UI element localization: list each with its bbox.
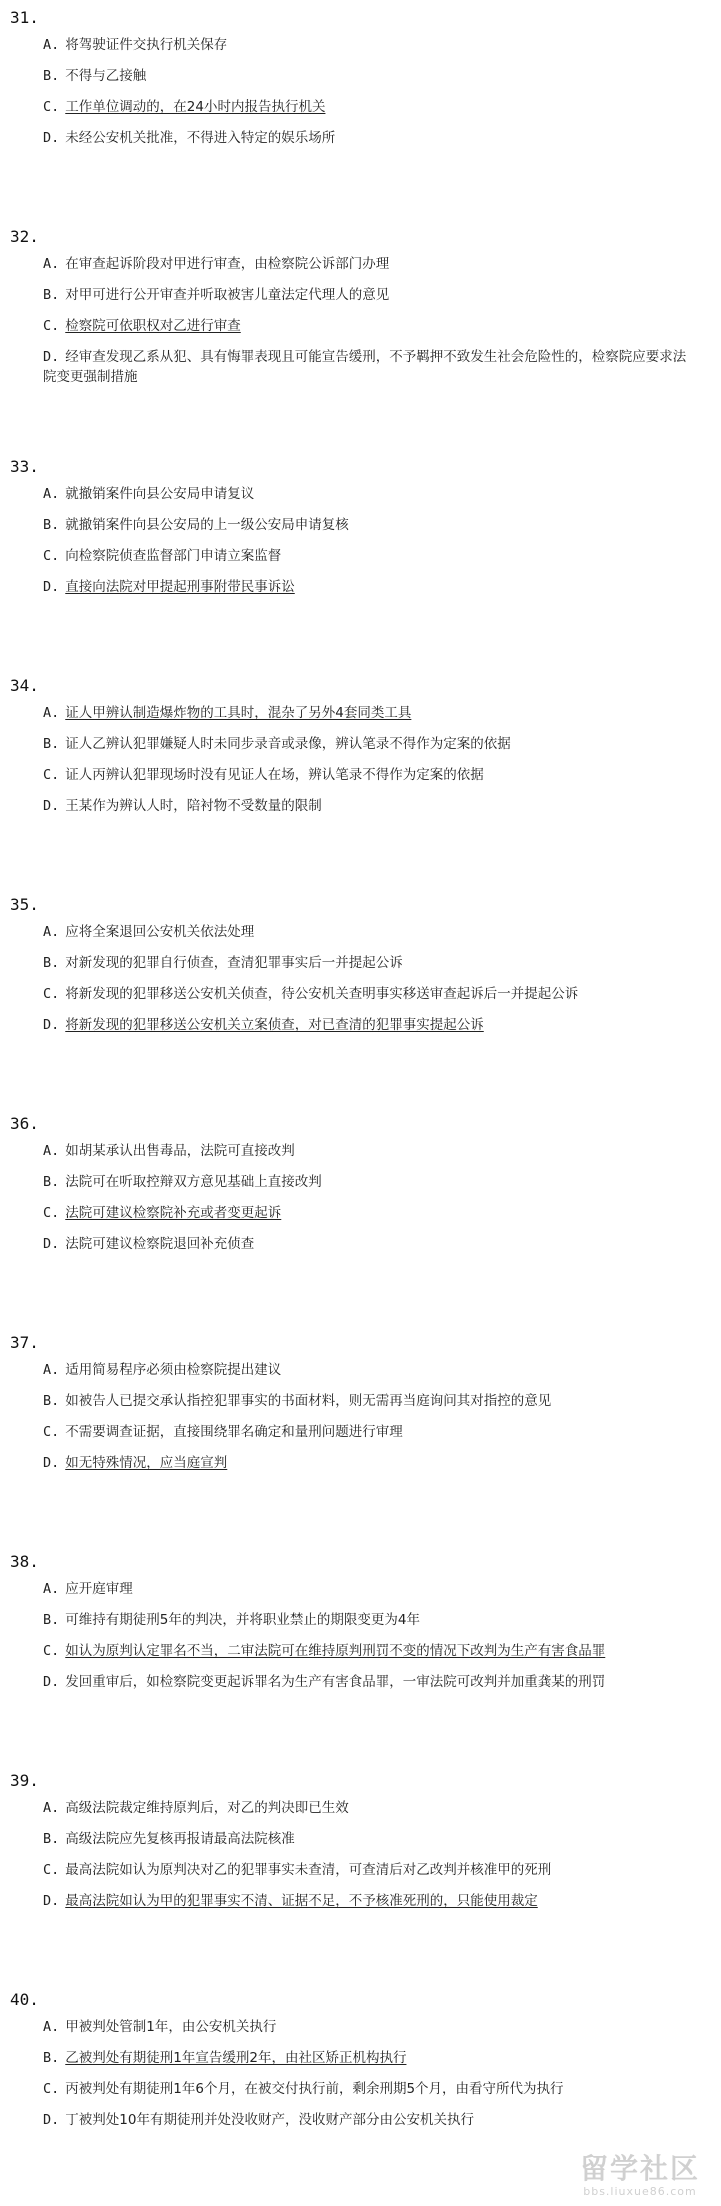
- option-letter: C.: [43, 1205, 60, 1221]
- option-text: 对甲可进行公开审查并听取被害儿童法定代理人的意见: [65, 287, 390, 303]
- option-letter: D.: [43, 2112, 60, 2128]
- option-text: 在审查起诉阶段对甲进行审查，由检察院公诉部门办理: [65, 256, 390, 272]
- question-number: 36.: [10, 1114, 39, 1133]
- option-text: 证人丙辨认犯罪现场时没有见证人在场，辨认笔录不得作为定案的依据: [65, 767, 484, 783]
- option-1: [43, 1798, 693, 1818]
- option-letter: D.: [43, 1236, 60, 1252]
- option-3-correct: [43, 316, 693, 336]
- option-text: 法院可建议检察院退回补充侦查: [65, 1236, 255, 1252]
- option-letter: A.: [43, 1800, 60, 1816]
- option-text: 如认为原判认定罪名不当，二审法院可在维持原判刑罚不变的情况下改判为生产有害食品罪: [65, 1643, 606, 1659]
- option-text: 工作单位调动的，在24小时内报告执行机关: [65, 99, 326, 115]
- question-number: 38.: [10, 1552, 39, 1571]
- option-letter: D.: [43, 349, 60, 365]
- option-letter: C.: [43, 548, 60, 564]
- option-text: 就撤销案件向县公安局申请复议: [65, 486, 255, 502]
- option-text: 未经公安机关批准，不得进入特定的娱乐场所: [65, 130, 336, 146]
- option-letter: B.: [43, 1612, 60, 1628]
- option-letter: B.: [43, 287, 60, 303]
- question-number: 34.: [10, 676, 39, 695]
- option-text: 就撤销案件向县公安局的上一级公安局申请复核: [65, 517, 349, 533]
- option-4: [43, 1672, 693, 1692]
- option-text: 不得与乙接触: [65, 68, 147, 84]
- watermark-url: bbs.liuxue86.com: [583, 2185, 697, 2198]
- option-3-correct: [43, 97, 693, 117]
- option-1-correct: [43, 703, 693, 723]
- option-2: [43, 1829, 693, 1849]
- option-text: 法院可建议检察院补充或者变更起诉: [65, 1205, 282, 1221]
- option-3: [43, 1422, 693, 1442]
- option-letter: A.: [43, 256, 60, 272]
- option-letter: B.: [43, 736, 60, 752]
- option-4-correct: [43, 1015, 693, 1035]
- question-number: 35.: [10, 895, 39, 914]
- option-text: 王某作为辨认人时，陪衬物不受数量的限制: [65, 798, 322, 814]
- option-text: 适用简易程序必须由检察院提出建议: [65, 1362, 282, 1378]
- option-letter: B.: [43, 2050, 60, 2066]
- option-text: 将新发现的犯罪移送公安机关侦查，待公安机关查明事实移送审查起诉后一并提起公诉: [65, 986, 579, 1002]
- option-3: [43, 2079, 693, 2099]
- option-letter: C.: [43, 99, 60, 115]
- option-4: [43, 1234, 693, 1254]
- option-1: [43, 922, 693, 942]
- option-letter: D.: [43, 130, 60, 146]
- option-text: 将驾驶证件交执行机关保存: [65, 37, 228, 53]
- option-4-correct: [43, 1891, 693, 1911]
- option-4: [43, 128, 693, 148]
- option-letter: B.: [43, 517, 60, 533]
- option-text: 丙被判处有期徒刑1年6个月，在被交付执行前，剩余刑期5个月，由看守所代为执行: [65, 2081, 564, 2097]
- option-3-correct: [43, 1203, 693, 1223]
- option-text: 如胡某承认出售毒品，法院可直接改判: [65, 1143, 295, 1159]
- option-text: 应开庭审理: [65, 1581, 133, 1597]
- option-text: 最高法院如认为原判决对乙的犯罪事实未查清，可查清后对乙改判并核准甲的死刑: [65, 1862, 552, 1878]
- option-text: 不需要调查证据，直接围绕罪名确定和量刑问题进行审理: [65, 1424, 403, 1440]
- option-text: 甲被判处管制1年，由公安机关执行: [65, 2019, 277, 2035]
- option-4-correct: [43, 577, 693, 597]
- option-3: [43, 765, 693, 785]
- question-number: 37.: [10, 1333, 39, 1352]
- option-3: [43, 1860, 693, 1880]
- option-letter: C.: [43, 1862, 60, 1878]
- option-letter: A.: [43, 2019, 60, 2035]
- option-letter: B.: [43, 955, 60, 971]
- option-4-correct: [43, 1453, 693, 1473]
- option-text: 应将全案退回公安机关依法处理: [65, 924, 255, 940]
- option-letter: A.: [43, 1143, 60, 1159]
- question-number: 33.: [10, 457, 39, 476]
- option-2: [43, 953, 693, 973]
- option-letter: D.: [43, 1017, 60, 1033]
- option-letter: C.: [43, 318, 60, 334]
- question-number: 40.: [10, 1990, 39, 2009]
- option-letter: B.: [43, 1831, 60, 1847]
- option-text: 法院可在听取控辩双方意见基础上直接改判: [65, 1174, 322, 1190]
- option-2: [43, 734, 693, 754]
- option-letter: A.: [43, 37, 60, 53]
- option-2: [43, 515, 693, 535]
- option-3-correct: [43, 1641, 693, 1661]
- option-text: 向检察院侦查监督部门申请立案监督: [65, 548, 282, 564]
- option-text: 直接向法院对甲提起刑事附带民事诉讼: [65, 579, 295, 595]
- option-letter: C.: [43, 767, 60, 783]
- option-3: [43, 984, 693, 1004]
- option-text: 发回重审后，如检察院变更起诉罪名为生产有害食品罪，一审法院可改判并加重龚某的刑罚: [65, 1674, 606, 1690]
- option-2-correct: [43, 2048, 693, 2068]
- option-text: 如无特殊情况，应当庭宣判: [65, 1455, 228, 1471]
- option-text: 证人乙辨认犯罪嫌疑人时未同步录音或录像，辨认笔录不得作为定案的依据: [65, 736, 511, 752]
- option-1: [43, 1360, 693, 1380]
- option-2: [43, 285, 693, 305]
- option-text: 最高法院如认为甲的犯罪事实不清、证据不足，不予核准死刑的，只能使用裁定: [65, 1893, 538, 1909]
- option-letter: B.: [43, 1393, 60, 1409]
- option-text: 证人甲辨认制造爆炸物的工具时，混杂了另外4套同类工具: [65, 705, 412, 721]
- option-letter: D.: [43, 798, 60, 814]
- option-letter: A.: [43, 705, 60, 721]
- option-1: [43, 1579, 693, 1599]
- option-text: 高级法院裁定维持原判后，对乙的判决即已生效: [65, 1800, 349, 1816]
- option-letter: C.: [43, 986, 60, 1002]
- question-number: 32.: [10, 227, 39, 246]
- option-text: 高级法院应先复核再报请最高法院核准: [65, 1831, 295, 1847]
- option-text: 丁被判处10年有期徒刑并处没收财产，没收财产部分由公安机关执行: [65, 2112, 474, 2128]
- option-text: 将新发现的犯罪移送公安机关立案侦查，对已查清的犯罪事实提起公诉: [65, 1017, 484, 1033]
- option-text: 如被告人已提交承认指控犯罪事实的书面材料，则无需再当庭询问其对指控的意见: [65, 1393, 552, 1409]
- option-letter: D.: [43, 1893, 60, 1909]
- option-1: [43, 254, 693, 274]
- option-1: [43, 35, 693, 55]
- option-text: 乙被判处有期徒刑1年宣告缓刑2年，由社区矫正机构执行: [65, 2050, 407, 2066]
- option-letter: A.: [43, 486, 60, 502]
- option-4: [43, 347, 693, 387]
- option-letter: B.: [43, 68, 60, 84]
- option-text: 经审查发现乙系从犯、具有悔罪表现且可能宣告缓刑，不予羁押不致发生社会危险性的，检察院应要求法院变更强制措施: [43, 349, 687, 385]
- question-number: 31.: [10, 8, 39, 27]
- option-4: [43, 796, 693, 816]
- option-text: 对新发现的犯罪自行侦查，查清犯罪事实后一并提起公诉: [65, 955, 403, 971]
- option-2: [43, 1391, 693, 1411]
- option-letter: A.: [43, 924, 60, 940]
- option-2: [43, 1610, 693, 1630]
- option-text: 可维持有期徒刑5年的判决，并将职业禁止的期限变更为4年: [65, 1612, 420, 1628]
- option-1: [43, 1141, 693, 1161]
- option-letter: A.: [43, 1581, 60, 1597]
- option-letter: D.: [43, 579, 60, 595]
- option-1: [43, 2017, 693, 2037]
- option-letter: B.: [43, 1174, 60, 1190]
- option-4: [43, 2110, 693, 2130]
- option-2: [43, 1172, 693, 1192]
- option-text: 检察院可依职权对乙进行审查: [65, 318, 241, 334]
- option-letter: D.: [43, 1455, 60, 1471]
- question-number: 39.: [10, 1771, 39, 1790]
- option-2: [43, 66, 693, 86]
- option-letter: C.: [43, 2081, 60, 2097]
- watermark: [565, 2153, 715, 2198]
- option-letter: C.: [43, 1424, 60, 1440]
- option-letter: D.: [43, 1674, 60, 1690]
- option-3: [43, 546, 693, 566]
- option-letter: C.: [43, 1643, 60, 1659]
- watermark-logo: 留学社区: [579, 2152, 700, 2185]
- option-1: [43, 484, 693, 504]
- option-letter: A.: [43, 1362, 60, 1378]
